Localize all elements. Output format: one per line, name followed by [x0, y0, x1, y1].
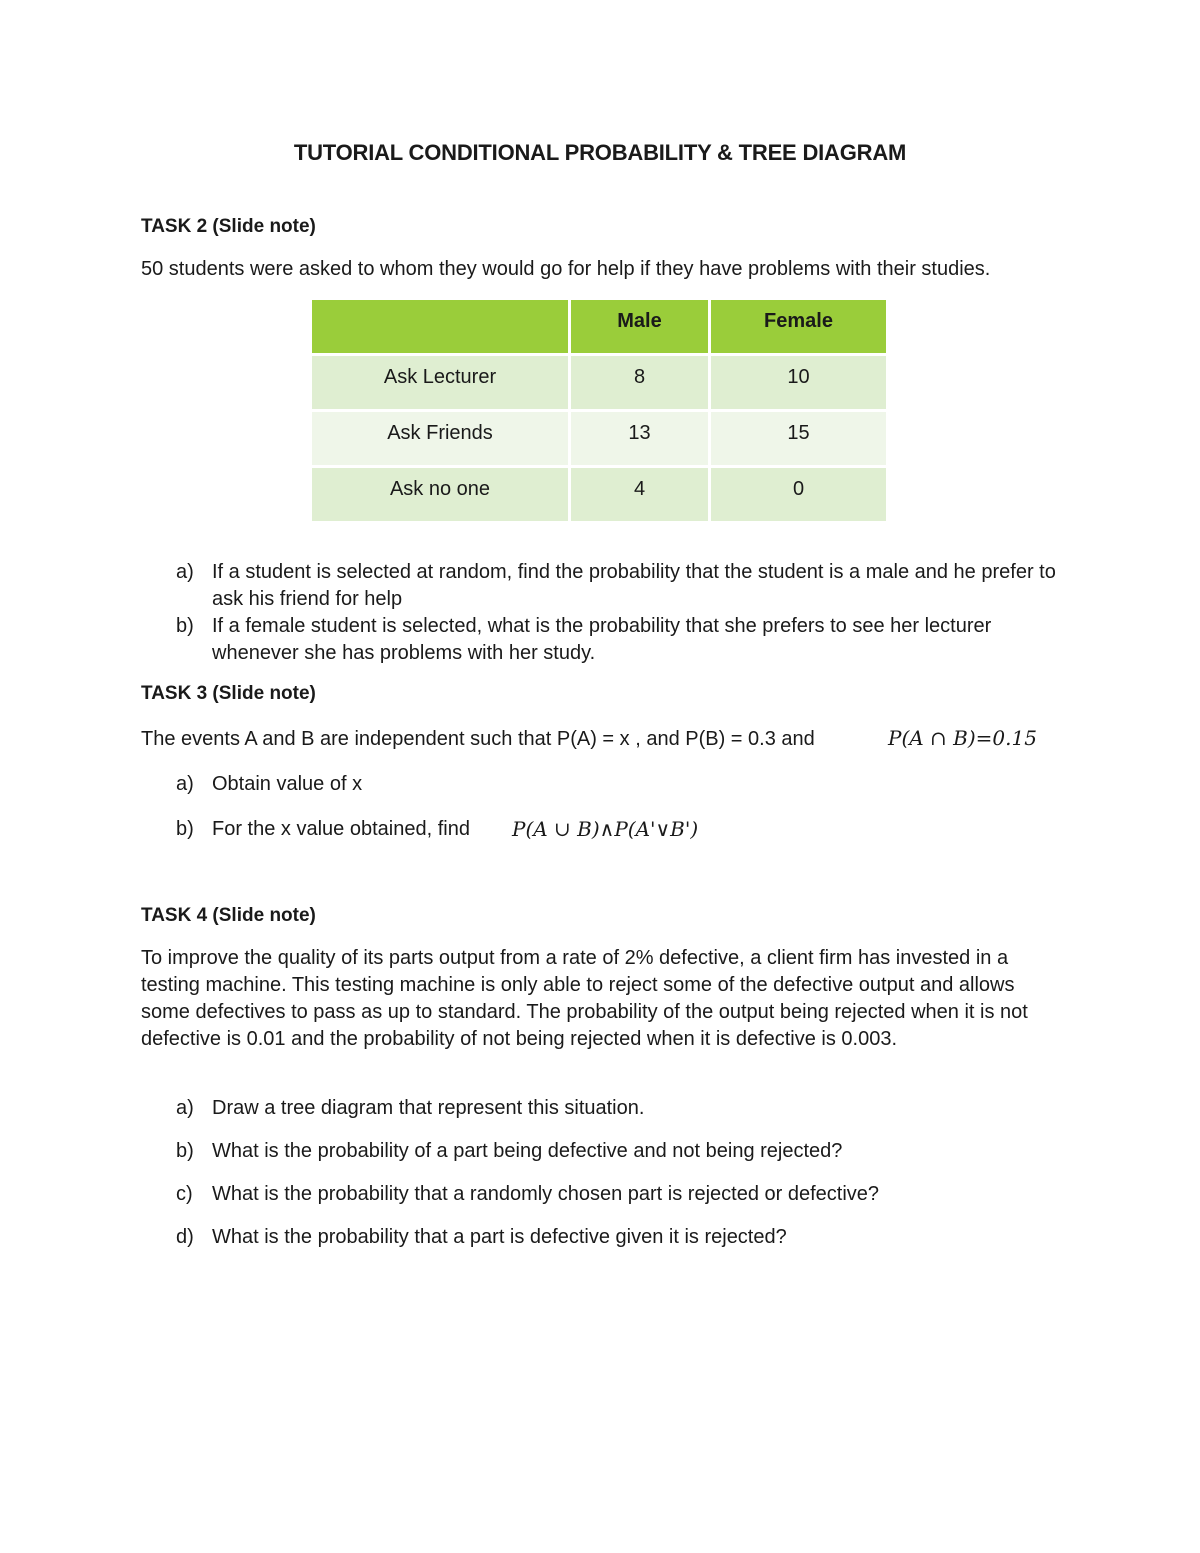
question-label: a) [176, 773, 194, 795]
task3-question-b-math [512, 816, 698, 844]
question-text: For the x value obtained, find [212, 818, 470, 840]
question-label: a) [176, 561, 194, 583]
question-text: Obtain value of x [212, 773, 363, 795]
question-label: c) [176, 1183, 193, 1205]
task4-heading: TASK 4 (Slide note) [141, 905, 316, 926]
table-header-row [312, 300, 886, 353]
task4-question-b [176, 1138, 1066, 1165]
question-label: b) [176, 615, 194, 637]
table-cell: Ask no one [312, 468, 568, 521]
table-cell: 8 [571, 356, 708, 409]
table-row [312, 412, 886, 465]
task4-question-d [176, 1224, 1066, 1251]
table-row [312, 356, 886, 409]
task4-intro: To improve the quality of its parts output from a rate of 2% defective, a client firm has invested in a testing machine. This testing machine is only able to reject some of the defective output and allows some defectives to pass as up to standard. The probability of the output being rejected when it is not defective is 0.01 and the probability of not being rejected when it is defective is 0.003. [141, 947, 1028, 1050]
question-label: b) [176, 1140, 194, 1162]
question-text: If a female student is selected, what is the probability that she prefers to see her lecturer whenever she has problems with her study. [212, 615, 992, 664]
task2-question-a [176, 559, 1066, 613]
survey-table [309, 297, 889, 524]
question-text: If a student is selected at random, find the probability that the student is a male and he prefer to ask his friend for help [212, 561, 1056, 610]
table-header-cell [312, 300, 568, 353]
task3-question-a [176, 771, 1066, 798]
math-expression: P(A ∩ B)=0.15 [888, 726, 1037, 750]
table-header-cell: Female [711, 300, 886, 353]
task3-intro-math [888, 725, 1037, 753]
question-text: What is the probability that a part is defective given it is rejected? [212, 1226, 787, 1248]
task3-heading: TASK 3 (Slide note) [141, 683, 316, 704]
table-header-cell: Male [571, 300, 708, 353]
table-cell: 15 [711, 412, 886, 465]
table-cell: 10 [711, 356, 886, 409]
question-text: What is the probability of a part being defective and not being rejected? [212, 1140, 843, 1162]
question-text: Draw a tree diagram that represent this situation. [212, 1097, 645, 1119]
page-title: TUTORIAL CONDITIONAL PROBABILITY & TREE DIAGRAM [293, 140, 907, 165]
question-label: b) [176, 818, 194, 840]
task3-intro: The events A and B are independent such that P(A) = x , and P(B) = 0.3 and [141, 728, 815, 750]
task2-question-b [176, 613, 1066, 667]
math-expression: P(A ∪ B)∧P(A'∨B') [512, 817, 699, 841]
table-cell: 0 [711, 468, 886, 521]
task2-heading: TASK 2 (Slide note) [141, 216, 316, 237]
table-cell: Ask Lecturer [312, 356, 568, 409]
question-text: What is the probability that a randomly chosen part is rejected or defective? [212, 1183, 880, 1205]
task4-question-c [176, 1181, 1066, 1208]
table-cell: Ask Friends [312, 412, 568, 465]
task4-question-a [176, 1095, 1066, 1122]
table-cell: 4 [571, 468, 708, 521]
task2-intro: 50 students were asked to whom they would go for help if they have problems with their studies. [141, 258, 991, 280]
table-row [312, 468, 886, 521]
question-label: a) [176, 1097, 194, 1119]
question-label: d) [176, 1226, 194, 1248]
table-cell: 13 [571, 412, 708, 465]
